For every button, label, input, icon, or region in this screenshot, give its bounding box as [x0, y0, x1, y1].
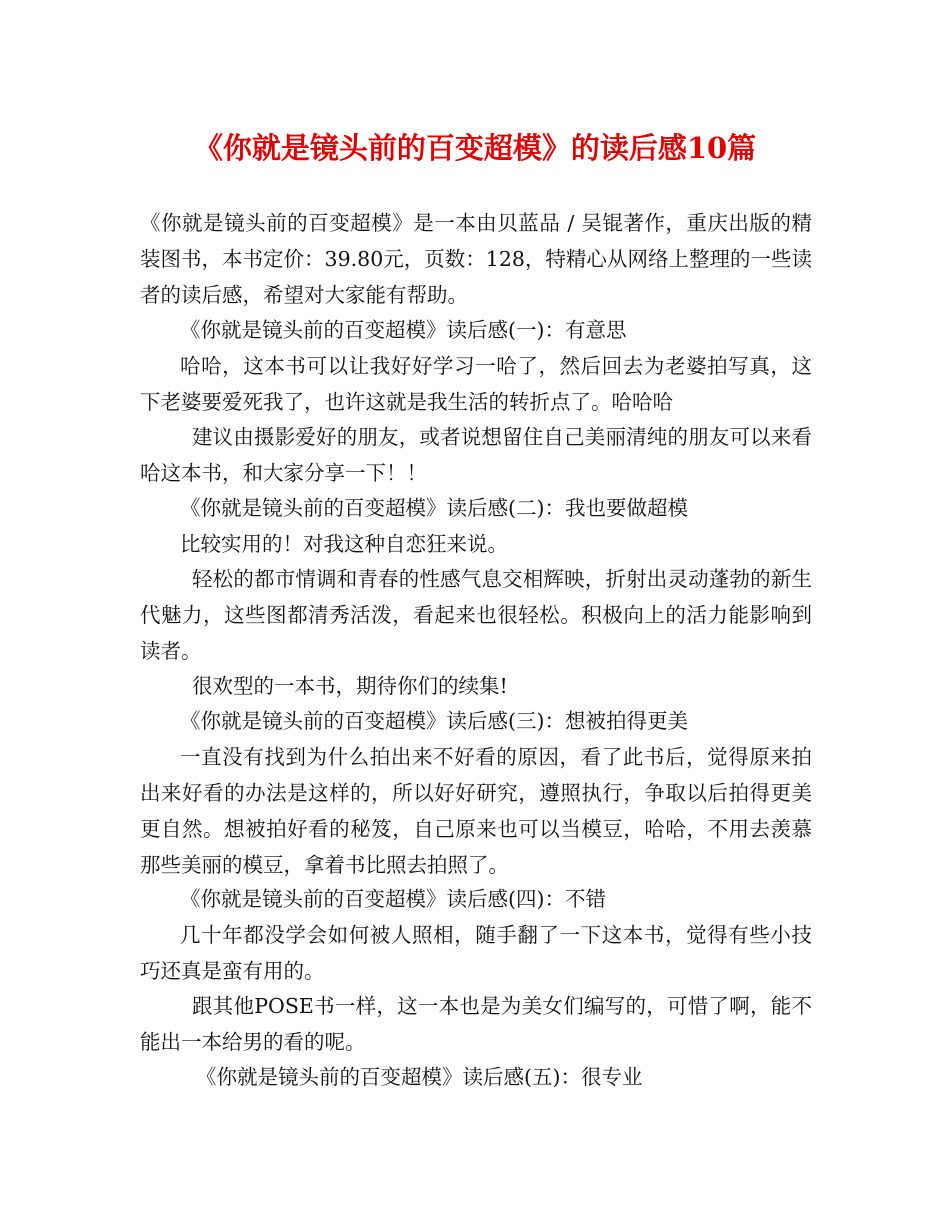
document-title: 《你就是镜头前的百变超模》的读后感10篇	[193, 131, 757, 165]
review-heading-2: 《你就是镜头前的百变超模》读后感(二)：我也要做超模	[180, 496, 688, 520]
review-paragraph: 比较实用的！对我这种自恋狂来说。	[180, 532, 508, 556]
review-paragraph: 很欢型的一本书，期待你们的续集!	[192, 674, 508, 698]
review-paragraph: 哈哈，这本书可以让我好好学习一哈了，然后回去为老婆拍写真，这下老婆要爱死我了，也许这就是我生活的转折点了。哈哈哈	[140, 354, 812, 414]
intro-paragraph: 《你就是镜头前的百变超模》是一本由贝蓝品 / 吴锟著作，重庆出版的精装图书，本书定价：39.80元，页数：128，特精心从网络上整理的一些读者的读后感，希望对大家能有帮助。	[140, 211, 812, 307]
review-heading-4: 《你就是镜头前的百变超模》读后感(四)：不错	[180, 887, 606, 911]
review-paragraph: 一直没有找到为什么拍出来不好看的原因，看了此书后，觉得原来拍出来好看的办法是这样的，所以好好研究，遵照执行，争取以后拍得更美更自然。想被拍好看的秘笈，自己原来也可以当模豆，哈哈，不用去羡慕那些美丽的模豆，拿着书比照去拍照了。	[140, 745, 812, 877]
review-heading-5: 《你就是镜头前的百变超模》读后感(五)：很专业	[196, 1065, 643, 1089]
review-heading-1: 《你就是镜头前的百变超模》读后感(一)：有意思	[180, 318, 627, 342]
review-paragraph: 几十年都没学会如何被人照相，随手翻了一下这本书，觉得有些小技巧还真是蛮有用的。	[140, 923, 812, 983]
review-paragraph: 跟其他POSE书一样，这一本也是为美女们编写的，可惜了啊，能不能出一本给男的看的呢。	[140, 994, 812, 1054]
review-heading-3: 《你就是镜头前的百变超模》读后感(三)：想被拍得更美	[180, 709, 688, 733]
review-paragraph: 建议由摄影爱好的朋友，或者说想留住自己美丽清纯的朋友可以来看哈这本书，和大家分享一下！！	[140, 425, 812, 485]
review-paragraph: 轻松的都市情调和青春的性感气息交相辉映，折射出灵动蓬勃的新生代魅力，这些图都清秀活泼，看起来也很轻松。积极向上的活力能影响到读者。	[140, 567, 812, 663]
